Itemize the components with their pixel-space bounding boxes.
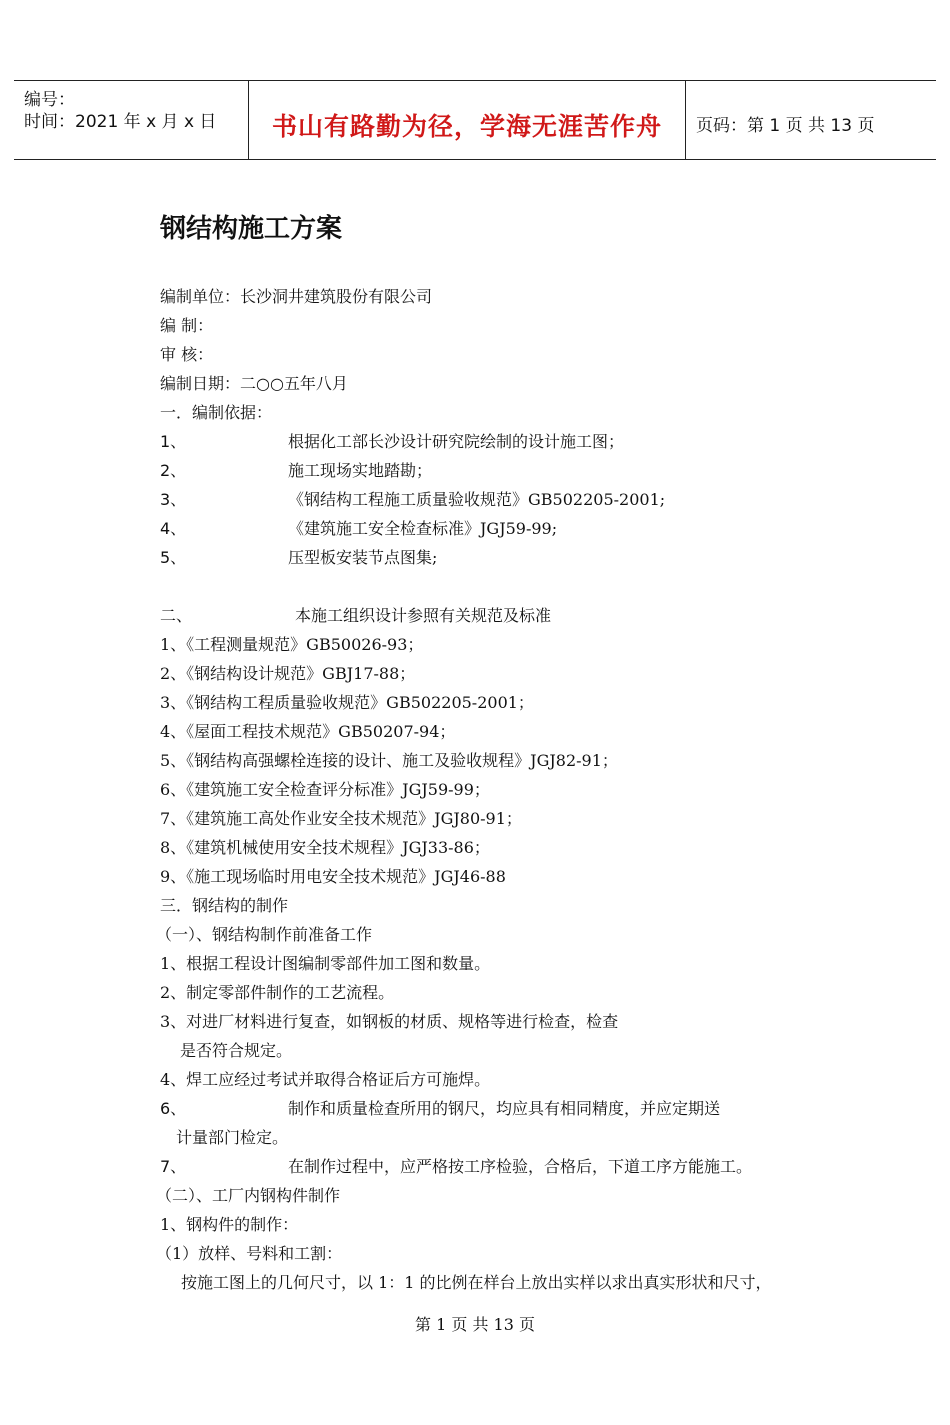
info-reviewer: 审 核： — [160, 345, 214, 364]
item-number: 6、 — [160, 1099, 187, 1118]
paragraph — [160, 1098, 760, 1120]
header-motto-cell — [249, 81, 686, 159]
list-item: 3、《钢结构工程质量验收规范》GB502205-2001； — [160, 693, 534, 712]
motto-text: 书山有路勤为径，学海无涯苦作舟 — [271, 112, 662, 141]
item-number: 2、 — [160, 461, 187, 480]
section2-heading — [160, 605, 660, 627]
list-item — [160, 489, 720, 511]
item-text: 根据化工部长沙设计研究院绘制的设计施工图； — [288, 432, 625, 451]
item-number: 3、 — [160, 490, 187, 509]
paragraph: 按施工图上的几何尺寸，以 1：1 的比例在样台上放出实样以求出真实形状和尺寸， — [181, 1273, 772, 1292]
list-item — [160, 431, 720, 453]
info-editor: 编 制： — [160, 316, 214, 335]
list-item: 7、《建筑施工高处作业安全技术规范》JGJ80-91； — [160, 809, 522, 828]
section2-title: 本施工组织设计参照有关规范及标准 — [295, 606, 552, 625]
paragraph: 1、钢构件的制作： — [160, 1215, 299, 1234]
item-number: 7、 — [160, 1157, 187, 1176]
list-item: 8、《建筑机械使用安全技术规程》JGJ33-86； — [160, 838, 490, 857]
time-text: 时间：2021 年 x 月 x 日 — [24, 112, 217, 132]
item-number: 5、 — [160, 548, 187, 567]
item-text: 《钢结构工程施工质量验收规范》GB502205-2001; — [288, 490, 666, 509]
item-text: 施工现场实地踏勘； — [288, 461, 433, 480]
list-item — [160, 460, 720, 482]
item-text: 压型板安装节点图集; — [288, 548, 438, 567]
header-meta-cell — [14, 81, 249, 159]
list-item — [160, 518, 720, 540]
subsection-heading: （一）、钢结构制作前准备工作 — [156, 925, 373, 944]
list-item — [160, 547, 720, 569]
page-header — [14, 80, 936, 160]
paragraph: 2、制定零部件制作的工艺流程。 — [160, 983, 395, 1002]
list-item: 9、《施工现场临时用电安全技术规范》JGJ46-88 — [160, 867, 506, 886]
item-text: 《建筑施工安全检查标准》JGJ59-99; — [288, 519, 558, 538]
page-number-text: 页码：第 1 页 共 13 页 — [696, 116, 875, 136]
paragraph-continuation: 是否符合规定。 — [180, 1041, 293, 1060]
paragraph: 3、对进厂材料进行复查，如钢板的材质、规格等进行检查，检查 — [160, 1012, 619, 1031]
item-text: 在制作过程中，应严格按工序检验，合格后，下道工序方能施工。 — [288, 1157, 753, 1176]
item-number: 1、 — [160, 432, 187, 451]
item-number: 4、 — [160, 519, 187, 538]
info-date: 编制日期：二○○五年八月 — [160, 374, 348, 393]
document-title: 钢结构施工方案 — [160, 214, 343, 244]
list-item: 5、《钢结构高强螺栓连接的设计、施工及验收规程》JGJ82-91； — [160, 751, 618, 770]
list-item: 4、《屋面工程技术规范》GB50207-94； — [160, 722, 456, 741]
paragraph: （1）放样、号料和工割： — [156, 1244, 343, 1263]
paragraph: 4、焊工应经过考试并取得合格证后方可施焊。 — [160, 1070, 491, 1089]
page-footer: 第 1 页 共 13 页 — [415, 1315, 535, 1334]
number-label: 编号： — [24, 90, 75, 110]
paragraph-continuation: 计量部门检定。 — [176, 1128, 289, 1147]
section1-heading: 一．编制依据： — [160, 403, 273, 422]
paragraph: 1、根据工程设计图编制零部件加工图和数量。 — [160, 954, 491, 973]
list-item: 2、《钢结构设计规范》GBJ17-88； — [160, 664, 416, 683]
subsection-heading: （二）、工厂内钢构件制作 — [156, 1186, 341, 1205]
paragraph — [160, 1156, 780, 1178]
info-unit: 编制单位：长沙洞井建筑股份有限公司 — [160, 287, 433, 306]
header-page-cell — [686, 81, 936, 159]
item-text: 制作和质量检查所用的钢尺，均应具有相同精度，并应定期送 — [288, 1099, 721, 1118]
list-item: 1、《工程测量规范》GB50026-93； — [160, 635, 424, 654]
section2-number: 二、 — [160, 606, 193, 625]
section3-heading: 三．钢结构的制作 — [160, 896, 289, 915]
list-item: 6、《建筑施工安全检查评分标准》JGJ59-99； — [160, 780, 490, 799]
